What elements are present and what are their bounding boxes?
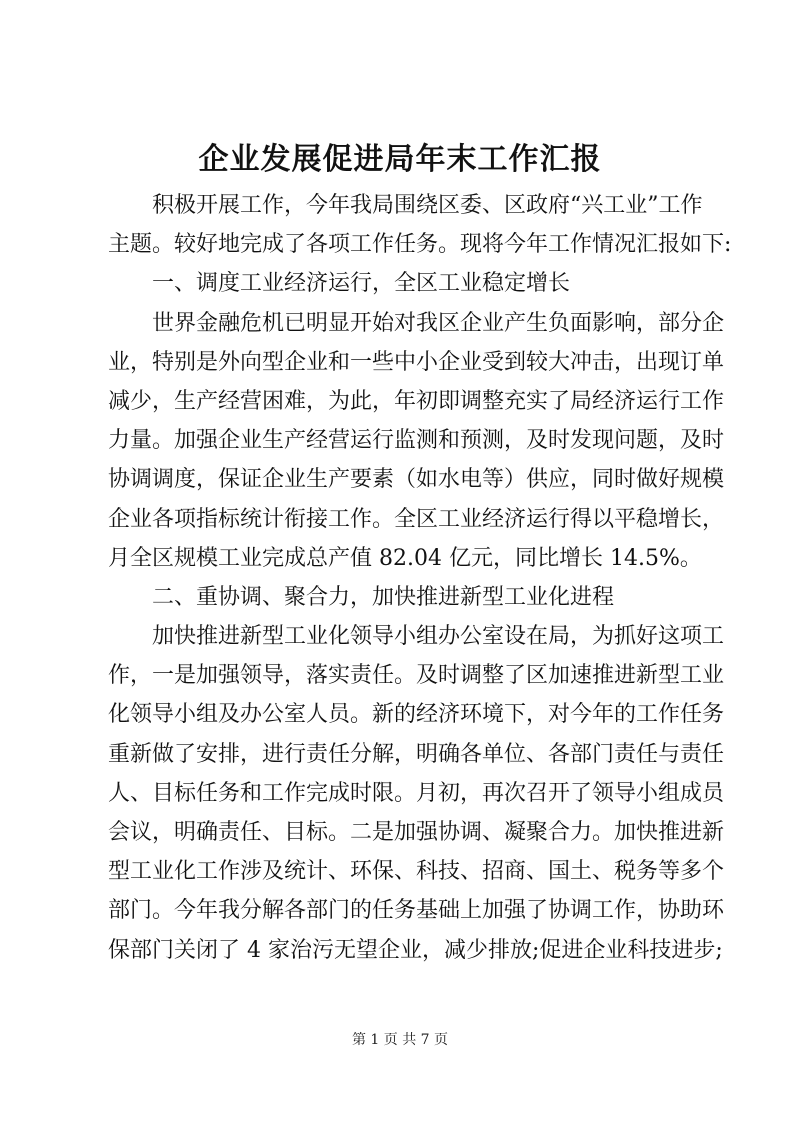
body-line: 企业各项指标统计衔接工作。全区工业经济运行得以平稳增长，: [108, 506, 725, 532]
body-line: 一、调度工业经济运行，全区工业稳定增长: [152, 271, 571, 297]
body-line: 保部门关闭了 4 家治污无望企业，减少排放;促进企业科技进步;: [108, 937, 723, 963]
document-body: [108, 186, 732, 970]
body-line: 二、重协调、聚合力，加快推进新型工业化进程: [152, 584, 615, 610]
body-line: 月全区规模工业完成总产值 82.04 亿元，同比增长 14.5%。: [108, 545, 702, 571]
page-footer: 第 1 页 共 7 页: [351, 1032, 449, 1048]
body-line: 加快推进新型工业化领导小组办公室设在局，为抓好这项工: [152, 624, 725, 650]
body-line: 重新做了安排，进行责任分解，明确各单位、各部门责任与责任: [108, 741, 725, 767]
body-line: 力量。加强企业生产经营运行监测和预测，及时发现问题，及时: [108, 428, 725, 454]
body-line: 作，一是加强领导，落实责任。及时调整了区加速推进新型工业: [108, 663, 725, 689]
body-line: 型工业化工作涉及统计、环保、科技、招商、国土、税务等多个: [108, 859, 725, 885]
body-line: 主题。较好地完成了各项工作任务。现将今年工作情况汇报如下:: [108, 232, 732, 258]
body-line: 积极开展工作，今年我局围绕区委、区政府“兴工业”工作: [152, 193, 703, 218]
body-line: 人、目标任务和工作完成时限。月初，再次召开了领导小组成员: [108, 780, 725, 806]
body-line: 会议，明确责任、目标。二是加强协调、凝聚合力。加快推进新: [108, 820, 725, 845]
body-line: 业，特别是外向型企业和一些中小企业受到较大冲击，出现订单: [108, 349, 725, 375]
body-line: 化领导小组及办公室人员。新的经济环境下，对今年的工作任务: [108, 702, 725, 728]
body-line: 世界金融危机已明显开始对我区企业产生负面影响，部分企: [152, 310, 725, 336]
body-line: 部门。今年我分解各部门的任务基础上加强了协调工作，协助环: [108, 898, 725, 924]
document-title: 企业发展促进局年末工作汇报: [198, 142, 602, 177]
body-line: 减少，生产经营困难，为此，年初即调整充实了局经济运行工作: [108, 388, 725, 414]
body-line: 协调调度，保证企业生产要素（如水电等）供应，同时做好规模: [108, 467, 725, 493]
